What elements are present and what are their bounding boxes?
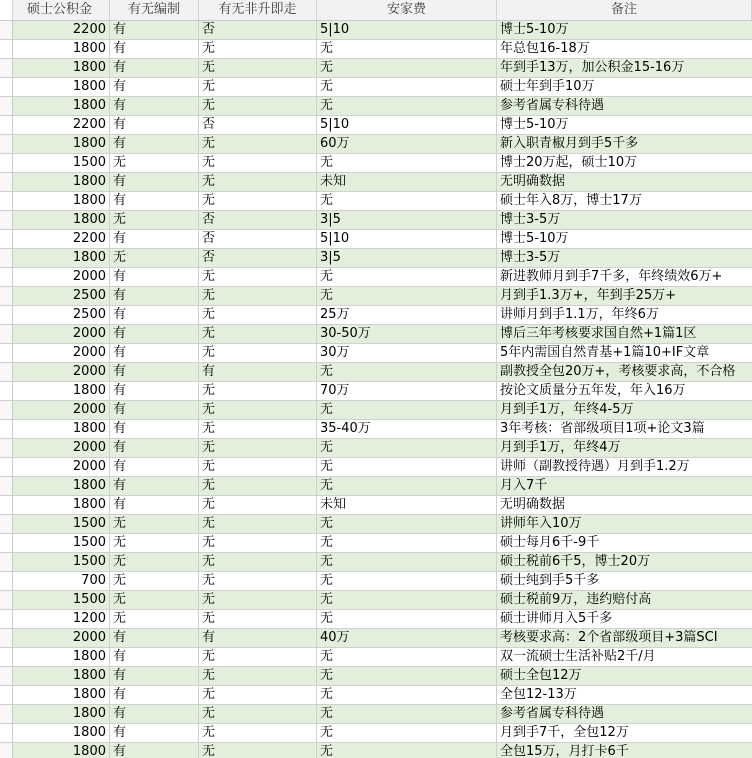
cell-master-housing-fund[interactable]: 1800 — [13, 249, 110, 267]
table-row — [0, 439, 752, 458]
cell-establishment[interactable]: 有 — [110, 629, 199, 647]
cell-establishment[interactable]: 无 — [110, 154, 199, 172]
row-header[interactable] — [0, 40, 13, 58]
table-row — [0, 401, 752, 420]
cell-establishment[interactable]: 有 — [110, 667, 199, 685]
table-row — [0, 363, 752, 382]
row-header[interactable] — [0, 211, 13, 229]
row-header[interactable] — [0, 629, 13, 647]
cell-remarks[interactable]: 月到手1万，年终4-5万 — [500, 402, 634, 417]
cell-master-housing-fund[interactable]: 1800 — [13, 420, 110, 438]
table-row — [0, 344, 752, 363]
cell-master-housing-fund[interactable]: 1500 — [13, 534, 110, 552]
cell-establishment[interactable]: 有 — [110, 192, 199, 210]
cell-remarks[interactable]: 参考省属专科待遇 — [500, 98, 605, 113]
cell-establishment[interactable]: 无 — [110, 211, 199, 229]
table-row — [0, 306, 752, 325]
cell-remarks[interactable]: 3年考核：省部级项目1项+论文3篇 — [500, 421, 705, 436]
table-row — [0, 553, 752, 572]
cell-up-or-out[interactable]: 否 — [199, 211, 317, 229]
cell-master-housing-fund[interactable]: 2000 — [13, 325, 110, 343]
row-header[interactable] — [0, 686, 13, 704]
cell-master-housing-fund[interactable]: 1800 — [13, 78, 110, 96]
row-header[interactable] — [0, 420, 13, 438]
cell-establishment[interactable]: 有 — [110, 287, 199, 305]
cell-establishment[interactable]: 有 — [110, 705, 199, 723]
cell-establishment[interactable]: 有 — [110, 496, 199, 514]
cell-up-or-out[interactable]: 无 — [199, 515, 317, 533]
row-header[interactable] — [0, 610, 13, 628]
cell-settling-fee[interactable]: 无 — [317, 553, 497, 571]
cell-settling-fee[interactable]: 无 — [317, 97, 497, 115]
cell-settling-fee[interactable]: 无 — [317, 439, 497, 457]
cell-establishment[interactable]: 有 — [110, 477, 199, 495]
cell-establishment[interactable]: 无 — [110, 553, 199, 571]
cell-remarks[interactable]: 无明确数据 — [500, 174, 566, 189]
cell-establishment[interactable]: 有 — [110, 21, 199, 39]
cell-settling-fee[interactable]: 无 — [317, 515, 497, 533]
cell-master-housing-fund[interactable]: 1200 — [13, 610, 110, 628]
table-row — [0, 97, 752, 116]
cell-settling-fee[interactable]: 无 — [317, 591, 497, 609]
cell-establishment[interactable]: 有 — [110, 724, 199, 742]
cell-settling-fee[interactable]: 30万 — [317, 344, 497, 362]
cell-up-or-out[interactable]: 否 — [199, 249, 317, 267]
cell-master-housing-fund[interactable]: 2000 — [13, 401, 110, 419]
cell-remarks[interactable]: 硕士讲师月入5千多 — [500, 611, 613, 626]
cell-settling-fee[interactable]: 未知 — [317, 173, 497, 191]
cell-establishment[interactable]: 有 — [110, 363, 199, 381]
cell-remarks[interactable]: 讲师年入10万 — [500, 516, 582, 531]
column-header-up-or-out[interactable]: 有无非升即走 — [199, 0, 317, 20]
cell-settling-fee[interactable]: 35-40万 — [317, 420, 497, 438]
cell-establishment[interactable]: 无 — [110, 572, 199, 590]
column-header-settling-fee[interactable]: 安家费 — [317, 0, 497, 20]
cell-remarks[interactable]: 全包12-13万 — [500, 687, 577, 702]
cell-settling-fee[interactable]: 无 — [317, 268, 497, 286]
cell-master-housing-fund[interactable]: 2000 — [13, 268, 110, 286]
table-row — [0, 116, 752, 135]
cell-master-housing-fund[interactable]: 2000 — [13, 439, 110, 457]
row-header[interactable] — [0, 173, 13, 191]
cell-up-or-out[interactable]: 无 — [199, 287, 317, 305]
table-row — [0, 173, 752, 192]
cell-master-housing-fund[interactable]: 1500 — [13, 154, 110, 172]
table-row — [0, 268, 752, 287]
cell-up-or-out[interactable]: 无 — [199, 667, 317, 685]
column-header-master-housing-fund[interactable]: 硕士公积金 — [13, 0, 110, 20]
cell-settling-fee[interactable]: 5|10 — [317, 21, 497, 39]
cell-up-or-out[interactable]: 无 — [199, 553, 317, 571]
cell-master-housing-fund[interactable]: 2000 — [13, 629, 110, 647]
cell-establishment[interactable]: 无 — [110, 249, 199, 267]
cell-up-or-out[interactable]: 无 — [199, 344, 317, 362]
cell-remarks[interactable]: 博士3-5万 — [500, 212, 561, 227]
cell-master-housing-fund[interactable]: 2200 — [13, 230, 110, 248]
row-header[interactable] — [0, 705, 13, 723]
cell-establishment[interactable]: 有 — [110, 78, 199, 96]
cell-settling-fee[interactable]: 无 — [317, 534, 497, 552]
cell-up-or-out[interactable]: 无 — [199, 705, 317, 723]
cell-establishment[interactable]: 有 — [110, 135, 199, 153]
cell-settling-fee[interactable]: 60万 — [317, 135, 497, 153]
cell-settling-fee[interactable]: 25万 — [317, 306, 497, 324]
cell-up-or-out[interactable]: 无 — [199, 648, 317, 666]
table-row — [0, 648, 752, 667]
cell-remarks[interactable]: 新入职青椒月到手5千多 — [500, 136, 639, 151]
cell-up-or-out[interactable]: 无 — [199, 743, 317, 758]
cell-establishment[interactable]: 有 — [110, 648, 199, 666]
row-header[interactable] — [0, 97, 13, 115]
row-header[interactable] — [0, 591, 13, 609]
row-header[interactable] — [0, 344, 13, 362]
cell-up-or-out[interactable]: 无 — [199, 724, 317, 742]
cell-master-housing-fund[interactable]: 1800 — [13, 724, 110, 742]
cell-up-or-out[interactable]: 无 — [199, 420, 317, 438]
table-row — [0, 610, 752, 629]
row-header[interactable] — [0, 325, 13, 343]
cell-master-housing-fund[interactable]: 1800 — [13, 705, 110, 723]
cell-up-or-out[interactable]: 无 — [199, 173, 317, 191]
cell-up-or-out[interactable]: 无 — [199, 458, 317, 476]
row-header[interactable] — [0, 59, 13, 77]
cell-up-or-out[interactable]: 无 — [199, 610, 317, 628]
cell-remarks[interactable]: 年总包16-18万 — [500, 41, 590, 56]
cell-settling-fee[interactable]: 5|10 — [317, 116, 497, 134]
cell-up-or-out[interactable]: 无 — [199, 572, 317, 590]
row-header[interactable] — [0, 363, 13, 381]
cell-settling-fee[interactable]: 未知 — [317, 496, 497, 514]
cell-up-or-out[interactable]: 否 — [199, 116, 317, 134]
cell-remarks[interactable]: 博士20万起，硕士10万 — [500, 155, 638, 170]
cell-master-housing-fund[interactable]: 1800 — [13, 686, 110, 704]
cell-settling-fee[interactable]: 无 — [317, 743, 497, 758]
cell-settling-fee[interactable]: 无 — [317, 154, 497, 172]
cell-establishment[interactable]: 有 — [110, 325, 199, 343]
cell-settling-fee[interactable]: 3|5 — [317, 211, 497, 229]
cell-establishment[interactable]: 有 — [110, 743, 199, 758]
cell-establishment[interactable]: 有 — [110, 306, 199, 324]
row-header[interactable] — [0, 458, 13, 476]
table-row — [0, 59, 752, 78]
cell-master-housing-fund[interactable]: 1800 — [13, 667, 110, 685]
cell-up-or-out[interactable]: 无 — [199, 154, 317, 172]
table-row — [0, 154, 752, 173]
cell-establishment[interactable]: 有 — [110, 268, 199, 286]
cell-master-housing-fund[interactable]: 1800 — [13, 743, 110, 758]
cell-up-or-out[interactable]: 无 — [199, 477, 317, 495]
table-row — [0, 382, 752, 401]
cell-settling-fee[interactable]: 30-50万 — [317, 325, 497, 343]
row-header[interactable] — [0, 249, 13, 267]
table-row — [0, 249, 752, 268]
table-row — [0, 192, 752, 211]
cell-establishment[interactable]: 有 — [110, 420, 199, 438]
cell-up-or-out[interactable]: 无 — [199, 40, 317, 58]
cell-up-or-out[interactable]: 无 — [199, 439, 317, 457]
cell-up-or-out[interactable]: 否 — [199, 21, 317, 39]
table-row — [0, 686, 752, 705]
table-row — [0, 135, 752, 154]
table-row — [0, 420, 752, 439]
table-row — [0, 705, 752, 724]
cell-remarks[interactable]: 参考省属专科待遇 — [500, 706, 605, 721]
cell-settling-fee[interactable]: 无 — [317, 724, 497, 742]
cell-remarks[interactable]: 全包15万，月打卡6千 — [500, 744, 629, 758]
cell-remarks[interactable]: 年到手13万，加公积金15-16万 — [500, 60, 685, 75]
cell-establishment[interactable]: 有 — [110, 173, 199, 191]
cell-master-housing-fund[interactable]: 1800 — [13, 496, 110, 514]
cell-settling-fee[interactable]: 5|10 — [317, 230, 497, 248]
row-header-corner[interactable] — [0, 0, 13, 20]
table-row — [0, 667, 752, 686]
row-header[interactable] — [0, 477, 13, 495]
cell-up-or-out[interactable]: 有 — [199, 629, 317, 647]
cell-up-or-out[interactable]: 无 — [199, 401, 317, 419]
table-row — [0, 287, 752, 306]
cell-settling-fee[interactable]: 无 — [317, 610, 497, 628]
cell-remarks[interactable]: 月到手1.3万+，年到手25万+ — [500, 288, 677, 303]
cell-master-housing-fund[interactable]: 1800 — [13, 135, 110, 153]
cell-remarks[interactable]: 讲师月到手1.1万，年终6万 — [500, 307, 659, 322]
cell-up-or-out[interactable]: 无 — [199, 686, 317, 704]
cell-up-or-out[interactable]: 无 — [199, 382, 317, 400]
table-row — [0, 325, 752, 344]
table-row — [0, 515, 752, 534]
cell-remarks[interactable]: 无明确数据 — [500, 497, 566, 512]
cell-master-housing-fund[interactable]: 1800 — [13, 40, 110, 58]
cell-remarks[interactable]: 月入7千 — [500, 478, 548, 493]
cell-remarks[interactable]: 硕士全包12万 — [500, 668, 582, 683]
cell-master-housing-fund[interactable]: 2200 — [13, 21, 110, 39]
column-header-remarks[interactable]: 备注 — [497, 0, 752, 20]
row-header[interactable] — [0, 268, 13, 286]
table-row — [0, 477, 752, 496]
row-header[interactable] — [0, 439, 13, 457]
row-header[interactable] — [0, 306, 13, 324]
cell-settling-fee[interactable]: 无 — [317, 648, 497, 666]
cell-master-housing-fund[interactable]: 1800 — [13, 382, 110, 400]
table-body — [0, 21, 752, 758]
row-header[interactable] — [0, 648, 13, 666]
cell-establishment[interactable]: 有 — [110, 382, 199, 400]
cell-remarks[interactable]: 按论文质量分五年发，年入16万 — [500, 383, 686, 398]
cell-establishment[interactable]: 有 — [110, 40, 199, 58]
row-header[interactable] — [0, 401, 13, 419]
table-row — [0, 78, 752, 97]
cell-establishment[interactable]: 有 — [110, 230, 199, 248]
cell-settling-fee[interactable]: 无 — [317, 401, 497, 419]
cell-establishment[interactable]: 有 — [110, 344, 199, 362]
cell-up-or-out[interactable]: 无 — [199, 496, 317, 514]
cell-settling-fee[interactable]: 无 — [317, 458, 497, 476]
row-header[interactable] — [0, 382, 13, 400]
cell-up-or-out[interactable]: 有 — [199, 363, 317, 381]
cell-remarks[interactable]: 讲师（副教授待遇）月到手1.2万 — [500, 459, 690, 474]
cell-master-housing-fund[interactable]: 2500 — [13, 306, 110, 324]
cell-establishment[interactable]: 无 — [110, 610, 199, 628]
row-header[interactable] — [0, 135, 13, 153]
row-header[interactable] — [0, 116, 13, 134]
cell-master-housing-fund[interactable]: 1800 — [13, 211, 110, 229]
table-row — [0, 40, 752, 59]
cell-master-housing-fund[interactable]: 1800 — [13, 97, 110, 115]
table-row — [0, 496, 752, 515]
row-header[interactable] — [0, 192, 13, 210]
cell-settling-fee[interactable]: 无 — [317, 363, 497, 381]
cell-remarks[interactable]: 月到手7千，全包12万 — [500, 725, 629, 740]
cell-up-or-out[interactable]: 无 — [199, 135, 317, 153]
table-row — [0, 572, 752, 591]
cell-remarks[interactable]: 博士3-5万 — [500, 250, 561, 265]
cell-establishment[interactable]: 有 — [110, 97, 199, 115]
row-header[interactable] — [0, 230, 13, 248]
table-row — [0, 230, 752, 249]
table-row — [0, 591, 752, 610]
cell-up-or-out[interactable]: 无 — [199, 591, 317, 609]
cell-master-housing-fund[interactable]: 1500 — [13, 515, 110, 533]
cell-remarks[interactable]: 硕士税前9万，违约赔付高 — [500, 592, 652, 607]
cell-settling-fee[interactable]: 40万 — [317, 629, 497, 647]
cell-establishment[interactable]: 无 — [110, 591, 199, 609]
cell-establishment[interactable]: 无 — [110, 534, 199, 552]
cell-remarks[interactable]: 新进教师月到手7千多，年终绩效6万+ — [500, 269, 723, 284]
cell-settling-fee[interactable]: 无 — [317, 477, 497, 495]
cell-settling-fee[interactable]: 70万 — [317, 382, 497, 400]
cell-master-housing-fund[interactable]: 700 — [13, 572, 110, 590]
cell-up-or-out[interactable]: 无 — [199, 59, 317, 77]
table-row — [0, 21, 752, 40]
cell-settling-fee[interactable]: 无 — [317, 705, 497, 723]
cell-establishment[interactable]: 有 — [110, 439, 199, 457]
cell-master-housing-fund[interactable]: 2500 — [13, 287, 110, 305]
cell-master-housing-fund[interactable]: 2200 — [13, 116, 110, 134]
cell-establishment[interactable]: 有 — [110, 401, 199, 419]
cell-settling-fee[interactable]: 无 — [317, 686, 497, 704]
cell-settling-fee[interactable]: 无 — [317, 667, 497, 685]
cell-remarks[interactable]: 博士5-10万 — [500, 117, 569, 132]
cell-settling-fee[interactable]: 无 — [317, 59, 497, 77]
cell-master-housing-fund[interactable]: 1800 — [13, 648, 110, 666]
table-row — [0, 534, 752, 553]
cell-remarks[interactable]: 博后三年考核要求国自然+1篇1区 — [500, 326, 697, 341]
cell-remarks[interactable]: 博士5-10万 — [500, 22, 569, 37]
row-header[interactable] — [0, 534, 13, 552]
cell-establishment[interactable]: 有 — [110, 59, 199, 77]
cell-remarks[interactable]: 硕士税前6千5，博士20万 — [500, 554, 651, 569]
cell-remarks[interactable]: 考核要求高：2个省部级项目+3篇SCI — [500, 630, 718, 645]
cell-establishment[interactable]: 无 — [110, 515, 199, 533]
table-row — [0, 724, 752, 743]
cell-up-or-out[interactable]: 无 — [199, 306, 317, 324]
cell-remarks[interactable]: 月到手1万，年终4万 — [500, 440, 621, 455]
table-row — [0, 629, 752, 648]
cell-up-or-out[interactable]: 无 — [199, 192, 317, 210]
cell-settling-fee[interactable]: 无 — [317, 78, 497, 96]
row-header[interactable] — [0, 78, 13, 96]
cell-up-or-out[interactable]: 无 — [199, 534, 317, 552]
row-header[interactable] — [0, 553, 13, 571]
row-header[interactable] — [0, 154, 13, 172]
cell-establishment[interactable]: 有 — [110, 458, 199, 476]
cell-master-housing-fund[interactable]: 1800 — [13, 173, 110, 191]
header-row — [0, 0, 752, 21]
cell-settling-fee[interactable]: 无 — [317, 192, 497, 210]
row-header[interactable] — [0, 572, 13, 590]
cell-settling-fee[interactable]: 无 — [317, 287, 497, 305]
cell-master-housing-fund[interactable]: 1800 — [13, 192, 110, 210]
column-header-establishment[interactable]: 有无编制 — [110, 0, 199, 20]
cell-establishment[interactable]: 有 — [110, 116, 199, 134]
cell-remarks[interactable]: 5年内需国自然青基+1篇10+IF文章 — [500, 345, 710, 360]
cell-remarks[interactable]: 博士5-10万 — [500, 231, 569, 246]
cell-remarks[interactable]: 硕士纯到手5千多 — [500, 573, 600, 588]
row-header[interactable] — [0, 287, 13, 305]
cell-master-housing-fund[interactable]: 2000 — [13, 344, 110, 362]
cell-up-or-out[interactable]: 否 — [199, 230, 317, 248]
cell-remarks[interactable]: 副教授全包20万+，考核要求高，不合格 — [500, 364, 736, 379]
cell-master-housing-fund[interactable]: 2000 — [13, 458, 110, 476]
cell-master-housing-fund[interactable]: 1500 — [13, 553, 110, 571]
cell-establishment[interactable]: 有 — [110, 686, 199, 704]
table-row — [0, 743, 752, 758]
cell-remarks[interactable]: 双一流硕士生活补贴2千/月 — [500, 649, 656, 664]
cell-master-housing-fund[interactable]: 2000 — [13, 363, 110, 381]
row-header[interactable] — [0, 724, 13, 742]
cell-up-or-out[interactable]: 无 — [199, 78, 317, 96]
cell-master-housing-fund[interactable]: 1800 — [13, 59, 110, 77]
row-header[interactable] — [0, 21, 13, 39]
cell-settling-fee[interactable]: 无 — [317, 572, 497, 590]
table-row — [0, 211, 752, 230]
cell-remarks[interactable]: 硕士年到手10万 — [500, 79, 595, 94]
cell-remarks[interactable]: 硕士年入8万，博士17万 — [500, 193, 642, 208]
cell-master-housing-fund[interactable]: 1500 — [13, 591, 110, 609]
cell-master-housing-fund[interactable]: 1800 — [13, 477, 110, 495]
row-header[interactable] — [0, 667, 13, 685]
cell-settling-fee[interactable]: 无 — [317, 40, 497, 58]
row-header[interactable] — [0, 743, 13, 758]
cell-settling-fee[interactable]: 3|5 — [317, 249, 497, 267]
row-header[interactable] — [0, 496, 13, 514]
row-header[interactable] — [0, 515, 13, 533]
cell-up-or-out[interactable]: 无 — [199, 268, 317, 286]
cell-remarks[interactable]: 硕士每月6千-9千 — [500, 535, 600, 550]
cell-up-or-out[interactable]: 无 — [199, 97, 317, 115]
table-row — [0, 458, 752, 477]
cell-up-or-out[interactable]: 无 — [199, 325, 317, 343]
